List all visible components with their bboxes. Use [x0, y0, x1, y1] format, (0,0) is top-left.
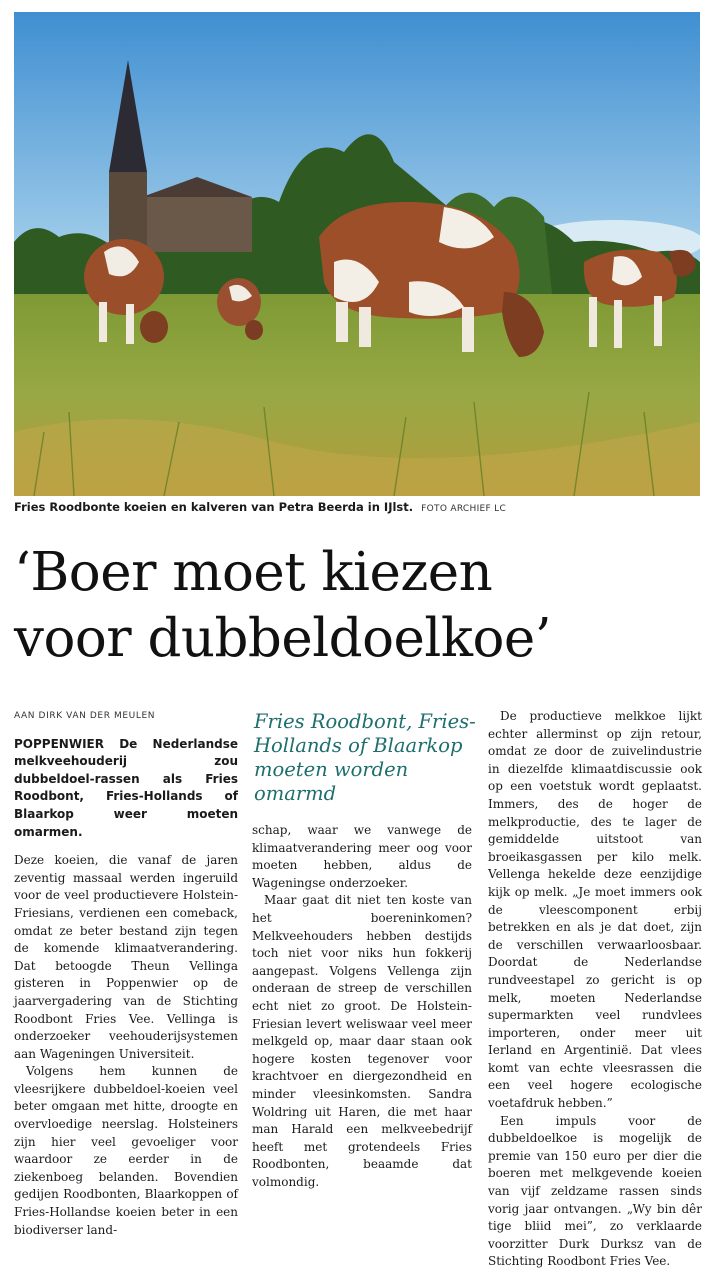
- cows-in-meadow-image: [14, 12, 700, 496]
- headline: [14, 540, 704, 672]
- body-paragraph: De productieve melkkoe lijkt echter allerminst op zijn retour, omdat ze door de zuivelindustrie in diezelfde klimaatdiscussie ook op een voetstuk wordt geplaatst. Immers, des de hoger de melkproductie, des te lager de gemiddelde uitstoot van broeikasgassen per kilo melk. Vellenga hekelde deze eenzijdige kijk op melk. „Je moet immers ook de vleescomponent erbij betrekken en als je dat doet, zijn de verschillen verwaarloosbaar. Doordat de Nederlandse rundveestapel zo gericht is op melk, moeten Nederlandse supermarkten veel rundvlees importeren, onder meer uit Ierland en Argentinië. Dat vlees komt van echte vleesrassen die een veel hogere ecologische voetafdruk hebben.”: [488, 709, 702, 1111]
- photo-caption: [14, 500, 700, 514]
- photo-credit: FOTO ARCHIEF LC: [421, 504, 507, 514]
- dateline: POPPENWIER: [14, 736, 104, 751]
- pull-quote: Fries Roodbont, Fries-Hollands of Blaarkop moeten worden omarmd: [254, 710, 476, 805]
- article-column-1: [14, 708, 238, 1239]
- headline-line-1: ‘Boer moet kiezen: [14, 542, 493, 603]
- body-paragraph: Maar gaat dit niet ten koste van het boereninkomen? Melkveehouders hebben destijds toch niet voor niks hun fokkerij aangepast. Volgens Vellenga zijn onderaan de streep de verschillen echt niet zo groot. De Holstein-Friesian levert weliswaar veel meer melkgeld op, maar daar staan ook hogere kosten tegenover voor krachtvoer en diergezondheid en minder vleesinkomsten. Sandra Woldring uit Haren, die met haar man Harald een melkveebedrijf heeft met grotendeels Fries Roodbonten, beaamde dat volmondig.: [252, 893, 472, 1189]
- lead-text: De Nederlandse melkveehouderij zou dubbeldoel-rassen als Fries Roodbont, Fries-Hollands of Blaarkop weer moeten omarmen.: [14, 736, 238, 839]
- body-paragraph: Deze koeien, die vanaf de jaren zeventig massaal werden ingeruild voor de veel productievere Holstein-Friesians, verdienen een comeback, omdat ze beter bestand zijn tegen de komende klimaatverandering. Dat betoogde Theun Vellinga gisteren in Poppenwier op de jaarvergadering van de Stichting Roodbont Fries Vee. Vellinga is onderzoeker veehouderijsystemen aan Wageningen Universiteit.: [14, 853, 238, 1061]
- body-paragraph: schap, waar we vanwege de klimaatverandering meer oog voor moeten hebben, aldus de Wageningse onderzoeker.: [252, 823, 472, 890]
- photo-caption-text: Fries Roodbonte koeien en kalveren van Petra Beerda in IJlst.: [14, 500, 414, 514]
- byline: AAN DIRK VAN DER MEULEN: [14, 711, 156, 721]
- article-column-3: [488, 708, 702, 1271]
- article-photo: [14, 12, 700, 496]
- body-paragraph: Volgens hem kunnen de vleesrijkere dubbeldoel-koeien veel beter omgaan met hitte, droogte en overvloedige neerslag. Holsteiners zijn hier veel gevoeliger voor waardoor ze eerder in de ziekenboeg belanden. Bovendien gedijen Roodbonten, Blaarkoppen of Fries-Hollandse koeien beter in een biodiverser land-: [14, 1064, 238, 1237]
- lead-paragraph: [14, 736, 238, 842]
- body-paragraph: Een impuls voor de dubbeldoelkoe is mogelijk de premie van 150 euro per dier die boeren met melkgevende koeien van vijf zeldzame rassen sinds vorig jaar ontvangen. „Wy bin dêr tige bliid mei”, zo verklaarde voorzitter Durk Durksz van de Stichting Roodbont Fries Vee.: [488, 1113, 702, 1269]
- headline-line-2: voor dubbeldoelkoe’: [14, 608, 552, 669]
- article-column-2: [252, 822, 472, 1191]
